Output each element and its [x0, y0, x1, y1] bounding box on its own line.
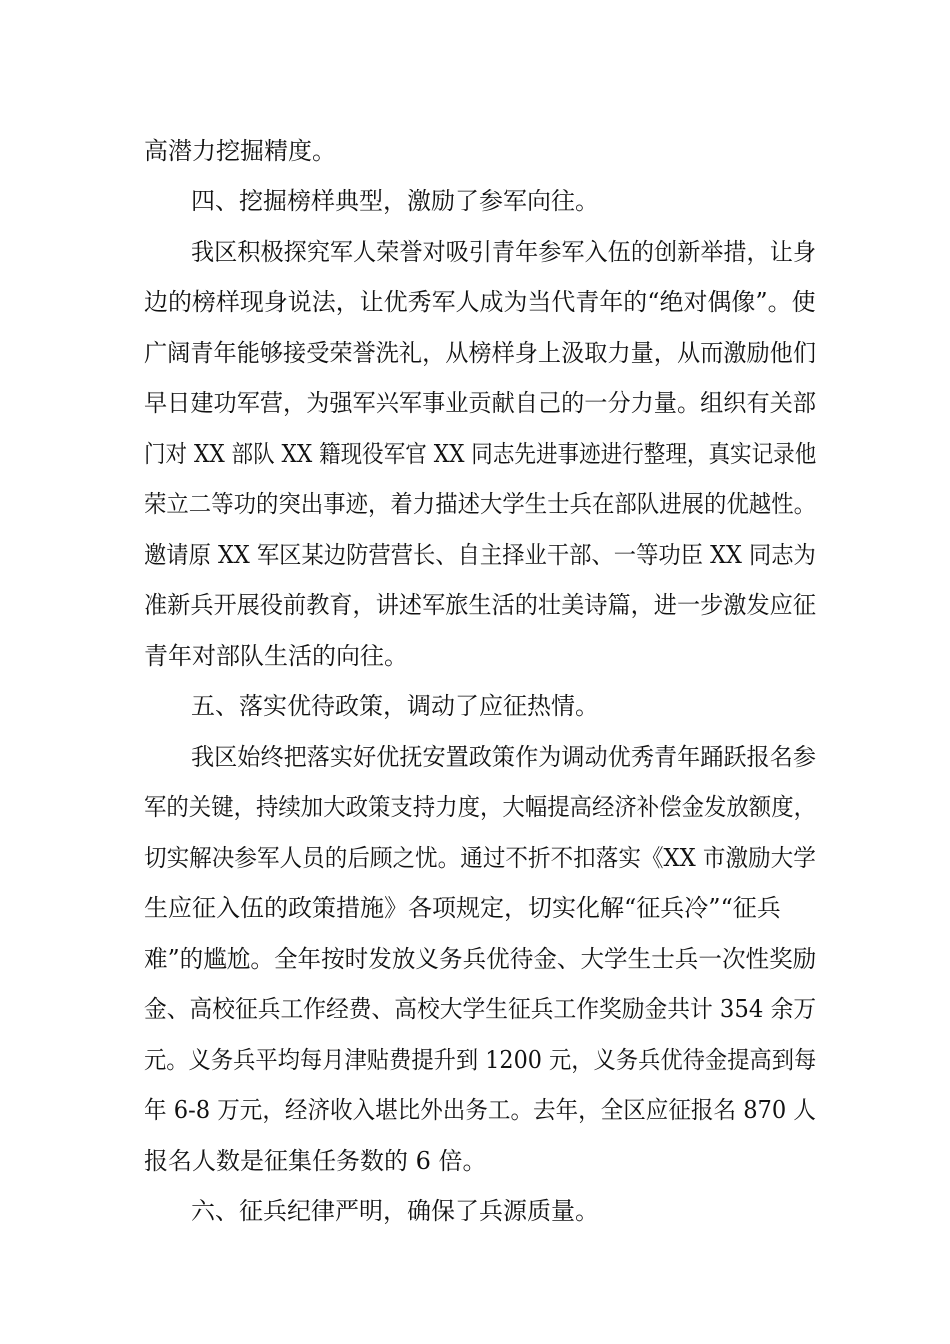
text-line: 边的榜样现身说法，让优秀军人成为当代青年的“绝对偶像”。使 [144, 288, 816, 316]
text-line: 年 6-8 万元，经济收入堪比外出务工。去年，全区应征报名 870 人 [144, 1096, 816, 1124]
text-line: 邀请原 XX 军区某边防营营长、自主择业干部、一等功臣 XX 同志为 [144, 541, 816, 569]
text-line: 生应征入伍的政策措施》各项规定，切实化解“征兵冷”“征兵 [144, 894, 781, 922]
text-line: 青年对部队生活的向往。 [144, 642, 408, 670]
text-line: 难”的尴尬。全年按时发放义务兵优待金、大学生士兵一次性奖励 [144, 945, 817, 973]
text-line: 门对 XX 部队 XX 籍现役军官 XX 同志先进事迹进行整理，真实记录他 [144, 440, 817, 468]
text-line: 准新兵开展役前教育，讲述军旅生活的壮美诗篇，进一步激发应征 [144, 591, 816, 619]
text-line: 广阔青年能够接受荣誉洗礼，从榜样身上汲取力量，从而激励他们 [144, 339, 816, 367]
text-line: 金、高校征兵工作经费、高校大学生征兵工作奖励金共计 354 余万 [144, 995, 817, 1023]
text-line: 高潜力挖掘精度。 [144, 137, 336, 165]
section-heading-6: 六、征兵纪律严明，确保了兵源质量。 [191, 1197, 599, 1225]
text-line: 军的关键，持续加大政策支持力度，大幅提高经济补偿金发放额度， [144, 793, 816, 821]
section-heading-5: 五、落实优待政策，调动了应征热情。 [191, 692, 599, 720]
text-line: 我区始终把落实好优抚安置政策作为调动优秀青年踊跃报名参 [191, 743, 816, 771]
text-line: 切实解决参军人员的后顾之忧。通过不折不扣落实《XX 市激励大学 [144, 844, 816, 872]
text-line: 报名人数是征集任务数的 6 倍。 [144, 1147, 487, 1175]
text-line: 荣立二等功的突出事迹，着力描述大学生士兵在部队进展的优越性。 [144, 490, 816, 518]
section-heading-4: 四、挖掘榜样典型，激励了参军向往。 [191, 187, 599, 215]
text-line: 元。义务兵平均每月津贴费提升到 1200 元，义务兵优待金提高到每 [144, 1046, 817, 1074]
text-line: 我区积极探究军人荣誉对吸引青年参军入伍的创新举措，让身 [191, 238, 816, 266]
text-line: 早日建功军营，为强军兴军事业贡献自己的一分力量。组织有关部 [144, 389, 816, 417]
